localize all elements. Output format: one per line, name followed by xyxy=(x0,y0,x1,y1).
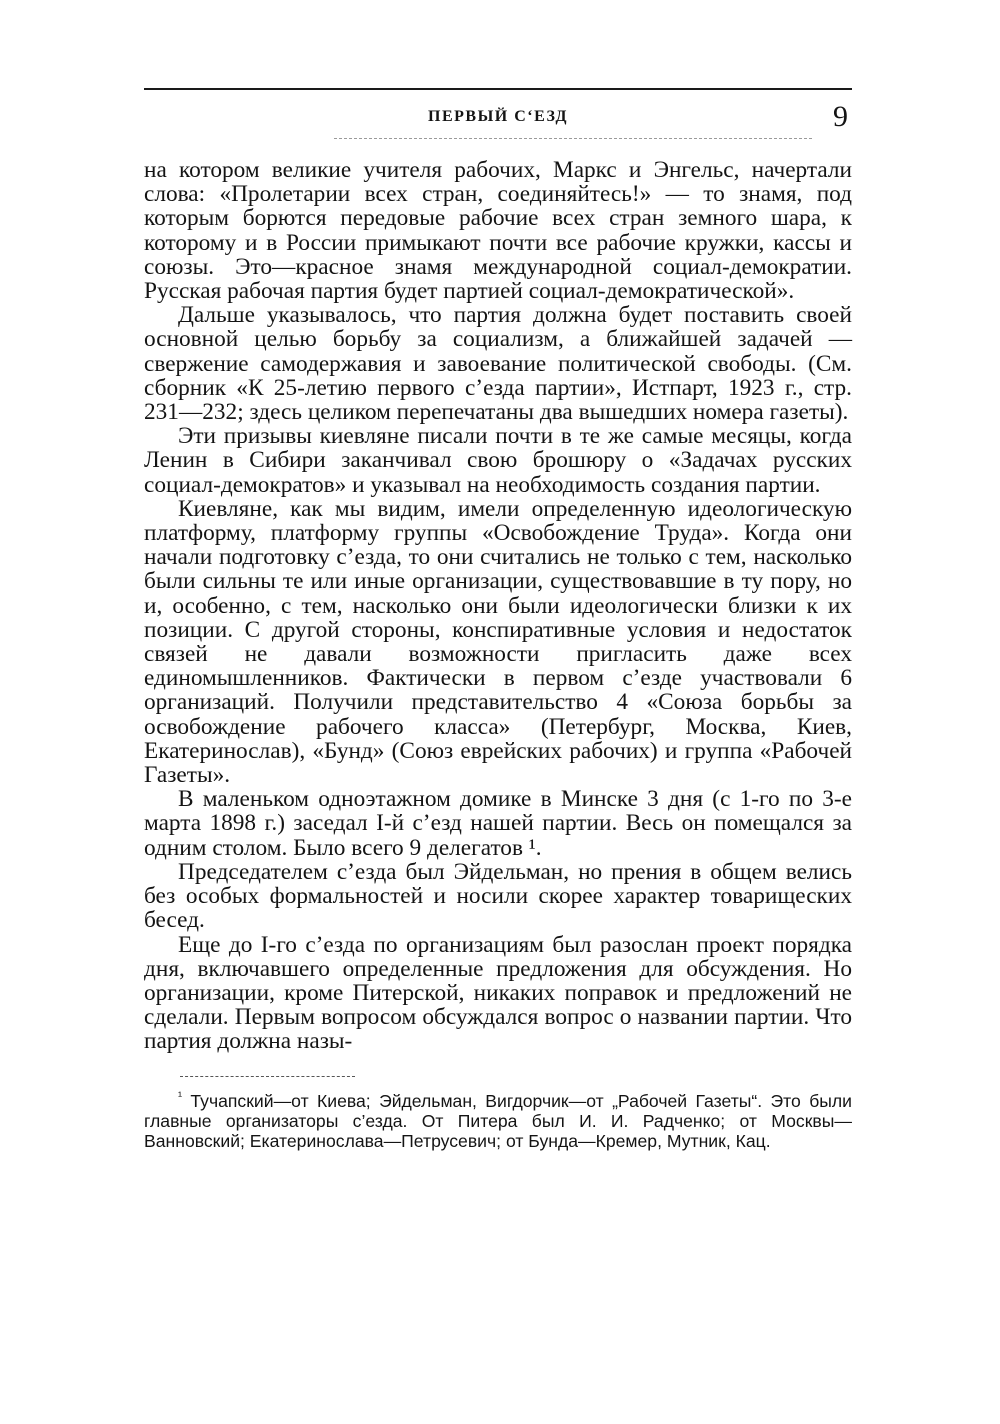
paragraph-6: Председателем с’езда был Эйдельман, но прения в общем велись без особых формальностей и носили скорее характер товарищеских бесед. xyxy=(144,858,852,934)
paragraph-5: В маленьком одноэтажном домике в Минске 3 дня (с 1-го по 3-е марта 1898 г.) заседал I-й с’езд нашей партии. Весь он помещался за одним столом. Было всего 9 делегатов ¹. xyxy=(144,786,852,861)
paragraph-4: Киевляне, как мы видим, имели определенную идеологическую платформу, платформу группы «Освобождение Труда». Когда они начали подготовку с’езда, то они считались не только с тем, насколько были сильны те или иные организации, существовавшие в ту пору, но и, особенно, с тем, насколько они были идеологически близки к их позиции. С другой стороны, конспиративные условия и недостаток связей не давали возможности пригласить даже всех единомышленников. Фактически в первом с’езде участвовали 6 организаций. Получили представительство 4 «Союза борьбы за освобождение рабочего класса» (Петербург, Москва, Киев, Екатеринослав), «Бунд» (Союз еврейских рабочих) и группа «Рабочей Газеты». xyxy=(144,495,852,789)
page-header xyxy=(144,100,852,138)
paragraph-1: на котором великие учителя рабочих, Маркс и Энгельс, начертали слова: «Пролетарии всех стран, соединяйтесь!» — то знамя, под которым борются передовые рабочие всех стран земного шара, к которому и в России примыкают почти все рабочие кружки, кассы и союзы. Это—красное знамя международной социал-демократии. Русская рабочая партия будет партией социал-демократической». xyxy=(144,157,852,305)
paragraph-2: Дальше указывалось, что партия должна будет поставить своей основной целью борьбу за социализм, а ближайшей задачей — свержение самодержавия и завоевание политической свободы. (См. сборник «К 25-летию первого с’езда партии», Истпарт, 1923 г., стр. 231—232; здесь целиком перепечатаны два вышедших номера газеты). xyxy=(144,302,852,426)
book-page xyxy=(144,88,852,1151)
footnote-text: Тучапский—от Киева; Эйдельман, Вигдорчик—от „Рабочей Газеты“. Это были главные организаторы с’езда. От Питера был И. И. Радченко; от Москвы—Ванновский; Екатеринослава—Петрусевич; от Бунда—Кремер, Мутник, Кац. xyxy=(144,1090,853,1151)
top-rule xyxy=(144,88,852,90)
footnote xyxy=(144,1088,853,1151)
paragraph-7: Еще до I-го с’езда по организациям был разослан проект порядка дня, включавшего определенные предложения для обсуждения. Но организации, кроме Питерской, никаких поправок и предложений не сделали. Первым вопросом обсуждался вопрос о названии партии. Что партия должна назы- xyxy=(144,931,852,1055)
header-rule xyxy=(334,138,812,139)
footnote-separator xyxy=(180,1076,355,1077)
running-title: ПЕРВЫЙ С‘ЕЗД xyxy=(428,108,568,125)
footnote-marker: ¹ xyxy=(178,1088,182,1103)
paragraph-3: Эти призывы киевляне писали почти в те же самые месяцы, когда Ленин в Сибири заканчивал свою брошюру о «Задачах русских социал-демократов» и указывал на необходимость создания партии. xyxy=(144,423,852,498)
page-number: 9 xyxy=(833,100,848,133)
page-body xyxy=(144,158,852,1054)
